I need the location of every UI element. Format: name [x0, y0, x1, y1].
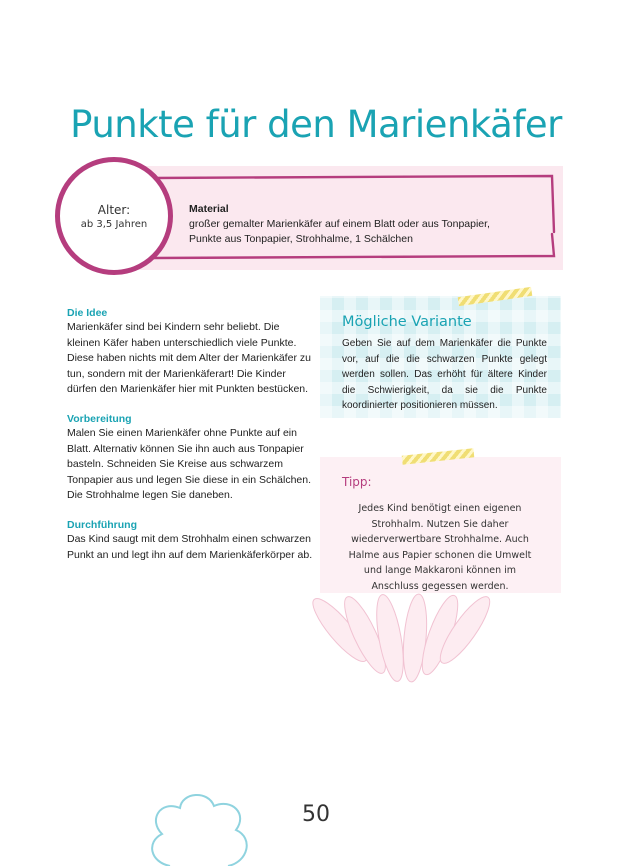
tip-text: Jedes Kind benötigt einen eigenen Strohhalm. Nutzen Sie daher wiederverwertbare Strohhalme. Auch Halme aus Papier schonen die Umwelt und lange Makkaroni können im Anschluss gegessen werden.	[348, 503, 532, 592]
material-line-2: Punkte aus Tonpapier, Strohhalme, 1 Schälchen	[189, 233, 413, 245]
material-heading: Material	[189, 203, 229, 215]
age-badge	[55, 157, 173, 275]
variant-title: Mögliche Variante	[342, 314, 472, 330]
flower-petals-decoration-icon	[300, 590, 510, 730]
vorbereitung-heading: Vorbereitung	[67, 412, 132, 425]
instructions-column	[67, 306, 313, 577]
durchfuehrung-text: Das Kind saugt mit dem Strohhalm einen schwarzen Punkt an und legt ihn auf dem Marienkäferkörper ab.	[67, 532, 313, 561]
idee-heading: Die Idee	[67, 307, 108, 319]
material-block	[189, 202, 539, 247]
variant-text: Geben Sie auf dem Marienkäfer die Punkte vor, auf die die schwarzen Punkte gelegt werden sollen. Das erhöht für ältere Kinder die Schwierigkeit, da sie die Punkte koordinierter positionieren müssen.	[342, 338, 547, 412]
vorbereitung-text: Malen Sie einen Marienkäfer ohne Punkte auf ein Blatt. Alternativ können Sie ihn auch aus Tonpapier basteln. Schneiden Sie Kreise aus schwarzem Tonpapier aus und legen Sie diese in ein Schälchen. Die Strohhalme legen Sie daneben.	[67, 426, 312, 502]
tip-title: Tipp:	[342, 475, 372, 489]
durchfuehrung-heading: Durchführung	[67, 518, 137, 531]
age-value: ab 3,5 Jahren	[80, 218, 148, 230]
age-label: Alter:	[97, 202, 131, 217]
page-number: 50	[302, 802, 330, 827]
idee-text: Marienkäfer sind bei Kindern sehr beliebt. Die kleinen Käfer haben unterschiedlich viele Punkte. Diese haben nichts mit dem Alter der Marienkäfer zu tun, sondern mit der Marienkäferart! Die Kinder dürfen den Marienkäfer hier mit Punkten bestücken.	[67, 321, 311, 396]
page-title: Punkte für den Marienkäfer	[70, 102, 562, 146]
material-line-1: großer gemalter Marienkäfer auf einem Blatt oder aus Tonpapier,	[189, 218, 490, 230]
